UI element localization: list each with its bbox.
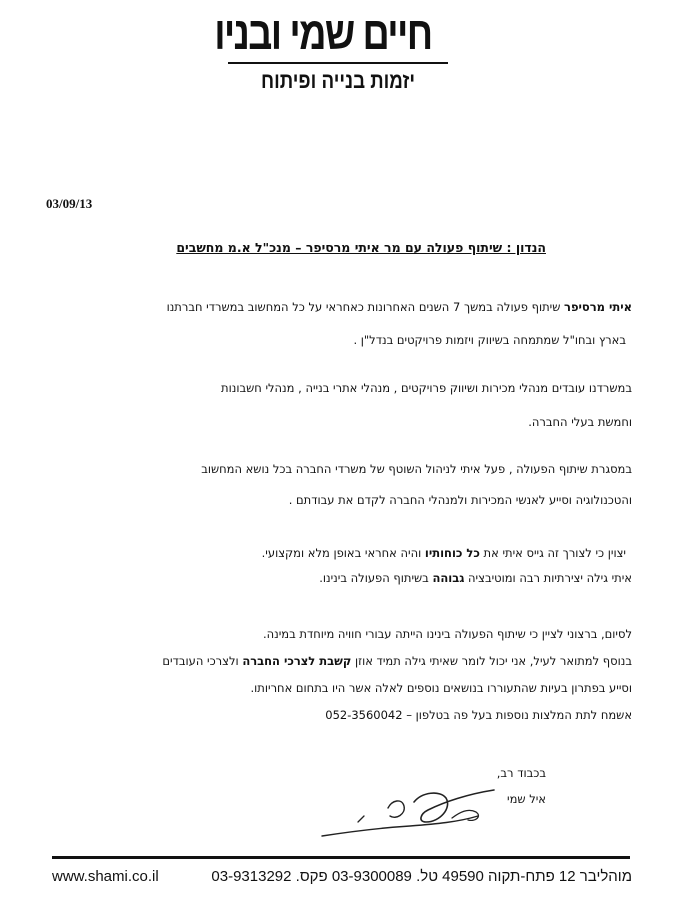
company-contact-details: מוהליבר 12 פתח-תקוה 49590 טל. 03-9300089 פקס. 03-9313292 [211, 868, 632, 885]
paragraph-1-line-2: בארץ ובחו"ל שמתמחה בשיווק ויזמות פרויקטים בנדל"ן . [353, 333, 626, 347]
paragraph-1-line-1: איתי מרסיפר שיתוף פעולה במשך 7 השנים האחרונות כאחראי על כל המחשוב במשרדי חברתנו [166, 300, 632, 314]
paragraph-3-line-2: והטכנולוגיה וסייע לאנשי המכירות ולמנהלי החברה לקדם את עבודתם . [288, 493, 632, 507]
company-tagline: יזמות בנייה ופיתוח [261, 68, 415, 93]
handwritten-signature [318, 782, 502, 848]
letter-footer [52, 868, 632, 885]
paragraph-2-line-1: במשרדנו עובדים מנהלי מכירות ושיווק פרויקטים , מנהלי אתרי בנייה , מנהלי חשבונות [221, 381, 632, 395]
paragraph-3-line-1: במסגרת שיתוף הפעולה , פעל איתי לניהול השוטף של משרדי החברה בכל נושא המחשוב [201, 462, 632, 476]
phone-number: 052-3560042 [325, 708, 403, 722]
logo-divider [228, 62, 448, 64]
signer-name: איל שמי [507, 792, 546, 806]
recommended-person-name: איתי מרסיפר [564, 300, 632, 314]
letter-date: 03/09/13 [46, 196, 93, 211]
paragraph-5-line-1: לסיום, ברצוני לציין כי שיתוף הפעולה בינינו הייתה עבורי חוויה מיוחדת במינה. [262, 627, 632, 641]
company-logo [214, 6, 452, 95]
paragraph-5-line-2: בנוסף למתואר לעיל, אני יכול לומר שאיתי גילה תמיד אוזן קשבת לצרכי החברה ולצרכי העובדים [162, 654, 632, 668]
footer-divider [52, 856, 630, 859]
company-website: www.shami.co.il [52, 868, 159, 885]
company-name: חיים שמי ובניו [214, 7, 432, 59]
paragraph-5-line-3: וסייע בפתרון בעיות שהתעוררו בנושאים נוספים לאלה אשר היו בתחום אחריותו. [250, 681, 632, 695]
paragraph-4-line-1: יצוין כי לצורך זה גייס איתי את כל כוחותיו והיה אחראי באופן מלא ומקצועי. [261, 546, 626, 560]
letter-subject: הנדון : שיתוף פעולה עם מר איתי מרסיפר – מנכ"ל א.מ מחשבים [176, 240, 546, 255]
paragraph-2-line-2: וחמשת בעלי החברה. [528, 415, 632, 429]
paragraph-4-line-2: איתי גילה יצירתיות רבה ומוטיבציה גבוהה בשיתוף הפעולה בינינו. [319, 571, 632, 585]
paragraph-5-line-4: אשמח לתת המלצות נוספות בעל פה בטלפון – 052-3560042 [325, 708, 632, 722]
closing-greeting: בכבוד רב, [496, 766, 546, 780]
